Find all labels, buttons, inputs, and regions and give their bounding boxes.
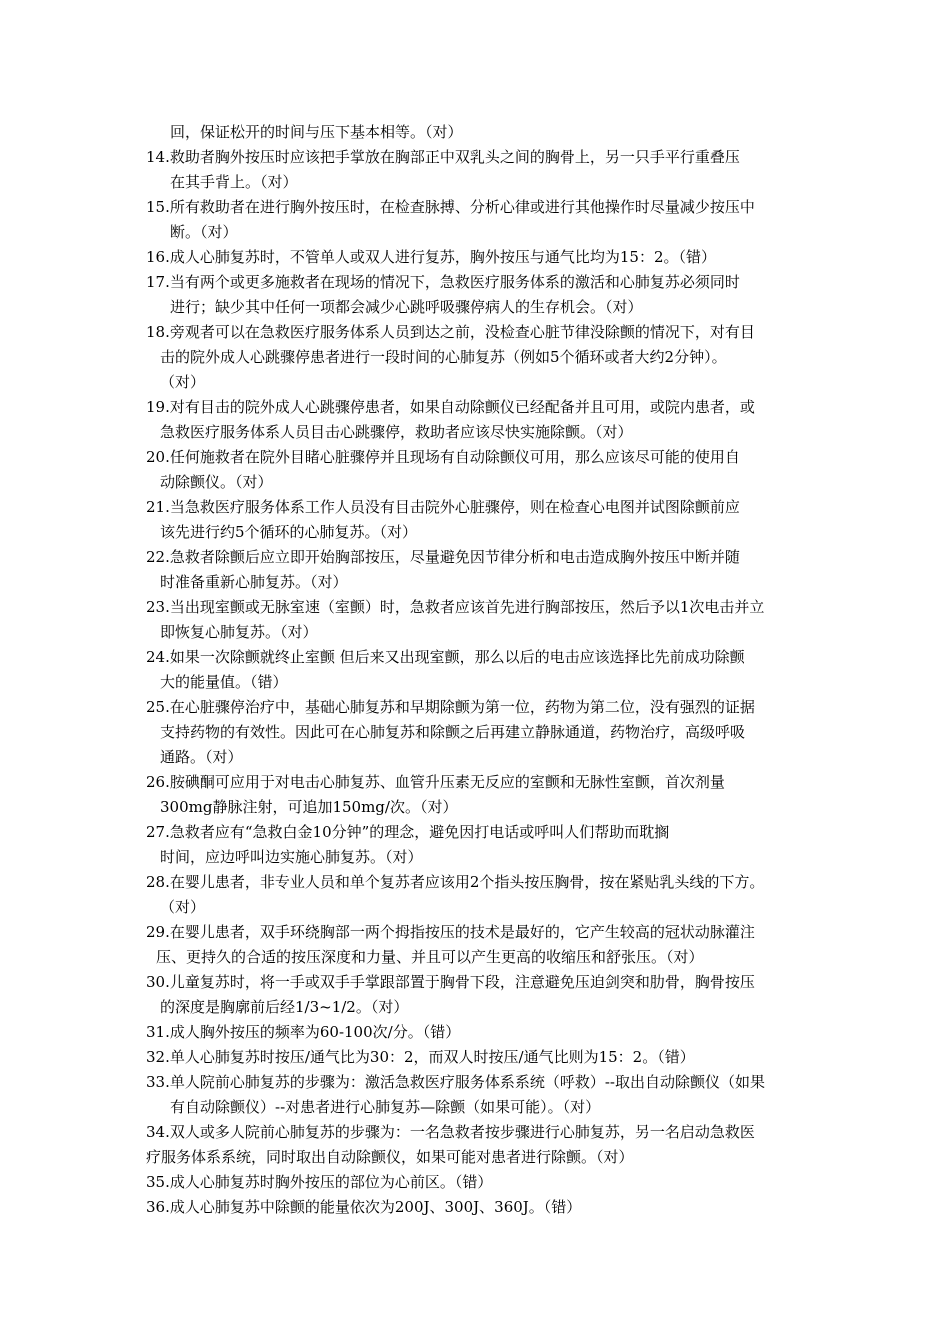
text-line (146, 620, 822, 645)
item-number: 34. (146, 1123, 170, 1141)
item-number: 19. (146, 398, 170, 416)
line-text: 急救者除颤后应立即开始胸部按压，尽量避免因节律分析和电击造成胸外按压中断并随 (169, 548, 740, 566)
text-line (146, 695, 822, 720)
line-text: 的深度是胸廓前后经1/3~1/2。（对） (160, 998, 409, 1016)
item-number: 35. (146, 1173, 170, 1191)
text-line (146, 670, 822, 695)
question-item (146, 770, 822, 820)
question-item (146, 120, 822, 145)
item-number: 20. (146, 448, 170, 466)
line-text: 时间，应边呼叫边实施心肺复苏。（对） (160, 848, 423, 866)
text-line (146, 345, 822, 370)
question-item (146, 970, 822, 1020)
line-text: 如果一次除颤就终止室颤 但后来又出现室颤，那么以后的电击应该选择比先前成功除颤 (169, 648, 745, 666)
line-text: 成人心肺复苏时胸外按压的部位为心前区。（错） (169, 1173, 493, 1191)
item-number: 31. (146, 1023, 170, 1041)
question-item (146, 545, 822, 595)
text-line (146, 220, 822, 245)
question-item (146, 1195, 822, 1220)
item-number: 17. (146, 273, 170, 291)
question-item (146, 1020, 822, 1045)
line-text: 双人或多人院前心肺复苏的步骤为：一名急救者按步骤进行心肺复苏，另一名启动急救医 (169, 1123, 755, 1141)
item-number: 29. (146, 923, 170, 941)
line-text: 即恢复心肺复苏。（对） (160, 623, 318, 641)
item-number: 22. (146, 548, 170, 566)
line-text: 儿童复苏时，将一手或双手手掌跟部置于胸骨下段，注意避免压迫剑突和肋骨，胸骨按压 (169, 973, 755, 991)
line-text: 成人胸外按压的频率为60-100次/分。（错） (169, 1023, 461, 1041)
line-text: 300mg静脉注射，可追加150mg/次。（对） (160, 798, 458, 816)
line-text: 旁观者可以在急救医疗服务体系人员到达之前，没检查心脏节律没除颤的情况下，对有目 (169, 323, 755, 341)
question-item (146, 245, 822, 270)
question-item (146, 395, 822, 445)
text-line (146, 1020, 822, 1045)
item-number: 36. (146, 1198, 170, 1216)
text-line (146, 970, 822, 995)
line-text: 通路。（对） (160, 748, 243, 766)
text-line (146, 920, 822, 945)
text-line (146, 195, 822, 220)
text-line (146, 895, 822, 920)
text-line (146, 945, 822, 970)
text-line (146, 1045, 822, 1070)
text-line (146, 845, 822, 870)
text-line (146, 745, 822, 770)
item-number: 23. (146, 598, 170, 616)
text-line (146, 370, 822, 395)
question-item (146, 1170, 822, 1195)
line-text: 当急救医疗服务体系工作人员没有目击院外心脏骤停，则在检查心电图并试图除颤前应 (169, 498, 740, 516)
question-item (146, 145, 822, 195)
item-number: 25. (146, 698, 170, 716)
text-line (146, 445, 822, 470)
item-number: 27. (146, 823, 170, 841)
line-text: 在心脏骤停治疗中，基础心肺复苏和早期除颤为第一位，药物为第二位，没有强烈的证据 (169, 698, 755, 716)
text-line (146, 1170, 822, 1195)
line-text: 成人心肺复苏中除颤的能量依次为200J、300J、360J。（错） (169, 1198, 582, 1216)
question-item (146, 595, 822, 645)
text-line (146, 645, 822, 670)
text-line (146, 1195, 822, 1220)
question-item (146, 495, 822, 545)
question-item (146, 695, 822, 770)
item-number: 26. (146, 773, 170, 791)
text-line (146, 520, 822, 545)
text-line (146, 1095, 822, 1120)
line-text: 当出现室颤或无脉室速（室颤）时，急救者应该首先进行胸部按压，然后予以1次电击并立 (169, 598, 765, 616)
text-line (146, 595, 822, 620)
text-line (146, 995, 822, 1020)
question-item (146, 645, 822, 695)
text-line (146, 720, 822, 745)
text-line (146, 170, 822, 195)
line-text: 击的院外成人心跳骤停患者进行一段时间的心肺复苏（例如5个循环或者大约2分钟）。 (160, 348, 727, 366)
line-text: 当有两个或更多施救者在现场的情况下，急救医疗服务体系的激活和心肺复苏必须同时 (169, 273, 740, 291)
text-line (146, 570, 822, 595)
item-number: 24. (146, 648, 170, 666)
item-number: 15. (146, 198, 170, 216)
line-text: 压、更持久的合适的按压深度和力量、并且可以产生更高的收缩压和舒张压。（对） (156, 948, 704, 966)
line-text: （对） (160, 898, 206, 916)
text-line (146, 295, 822, 320)
line-text: 救助者胸外按压时应该把手掌放在胸部正中双乳头之间的胸骨上，另一只手平行重叠压 (169, 148, 740, 166)
text-line (146, 1070, 822, 1095)
document-page (146, 120, 822, 1220)
question-item (146, 920, 822, 970)
text-line (146, 245, 822, 270)
line-text: 支持药物的有效性。因此可在心肺复苏和除颤之后再建立静脉通道，药物治疗，高级呼吸 (160, 723, 746, 741)
item-number: 28. (146, 873, 170, 891)
line-text: 单人心肺复苏时按压/通气比为30：2，而双人时按压/通气比则为15：2。（错） (169, 1048, 695, 1066)
item-number: 33. (146, 1073, 170, 1091)
line-text: 动除颤仪。（对） (160, 473, 273, 491)
text-line (146, 545, 822, 570)
line-text: 断。（对） (170, 223, 238, 241)
text-line (146, 820, 822, 845)
question-item (146, 195, 822, 245)
text-line (146, 395, 822, 420)
text-line (146, 495, 822, 520)
item-number: 21. (146, 498, 170, 516)
line-text: 胺碘酮可应用于对电击心肺复苏、血管升压素无反应的室颤和无脉性室颤，首次剂量 (169, 773, 725, 791)
text-line (146, 145, 822, 170)
item-number: 32. (146, 1048, 170, 1066)
question-item (146, 1120, 822, 1170)
item-number: 18. (146, 323, 170, 341)
item-number: 30. (146, 973, 170, 991)
text-line (146, 470, 822, 495)
question-item (146, 320, 822, 395)
question-item (146, 1070, 822, 1120)
line-text: 进行；缺少其中任何一项都会减少心跳呼吸骤停病人的生存机会。（对） (170, 298, 643, 316)
line-text: 任何施救者在院外目睹心脏骤停并且现场有自动除颤仪可用，那么应该尽可能的使用自 (169, 448, 740, 466)
text-line (146, 1120, 822, 1145)
line-text: 在其手背上。（对） (170, 173, 298, 191)
text-line (146, 795, 822, 820)
question-item (146, 870, 822, 920)
line-text: 疗服务体系系统，同时取出自动除颤仪，如果可能对患者进行除颤。（对） (146, 1148, 634, 1166)
line-text: 急救者应有“急救白金10分钟”的理念，避免因打电话或呼叫人们帮助而耽搁 (169, 823, 670, 841)
line-text: 对有目击的院外成人心跳骤停患者，如果自动除颤仪已经配备并且可用，或院内患者，或 (169, 398, 755, 416)
line-text: 成人心肺复苏时，不管单人或双人进行复苏，胸外按压与通气比均为15：2。（错） (169, 248, 716, 266)
text-line (146, 870, 822, 895)
question-item (146, 820, 822, 870)
line-text: 该先进行约5个循环的心肺复苏。（对） (160, 523, 418, 541)
question-item (146, 1045, 822, 1070)
question-item (146, 445, 822, 495)
line-text: 回，保证松开的时间与压下基本相等。（对） (170, 123, 463, 141)
line-text: 急救医疗服务体系人员目击心跳骤停，救助者应该尽快实施除颤。（对） (160, 423, 633, 441)
line-text: 所有救助者在进行胸外按压时，在检查脉搏、分析心律或进行其他操作时尽量减少按压中 (169, 198, 755, 216)
text-line (146, 120, 822, 145)
text-line (146, 270, 822, 295)
line-text: 时准备重新心肺复苏。（对） (160, 573, 348, 591)
item-number: 16. (146, 248, 170, 266)
line-text: 在婴儿患者，非专业人员和单个复苏者应该用2个指头按压胸骨，按在紧贴乳头线的下方。 (169, 873, 765, 891)
question-item (146, 270, 822, 320)
line-text: 单人院前心肺复苏的步骤为：激活急救医疗服务体系系统（呼救）--取出自动除颤仪（如果 (169, 1073, 766, 1091)
line-text: 大的能量值。（错） (160, 673, 288, 691)
text-line (146, 320, 822, 345)
text-line (146, 1145, 822, 1170)
line-text: 有自动除颤仪）--对患者进行心肺复苏—除颤（如果可能）。（对） (170, 1098, 601, 1116)
item-number: 14. (146, 148, 170, 166)
line-text: （对） (160, 373, 206, 391)
line-text: 在婴儿患者，双手环绕胸部一两个拇指按压的技术是最好的，它产生较高的冠状动脉灌注 (169, 923, 755, 941)
text-line (146, 420, 822, 445)
text-line (146, 770, 822, 795)
